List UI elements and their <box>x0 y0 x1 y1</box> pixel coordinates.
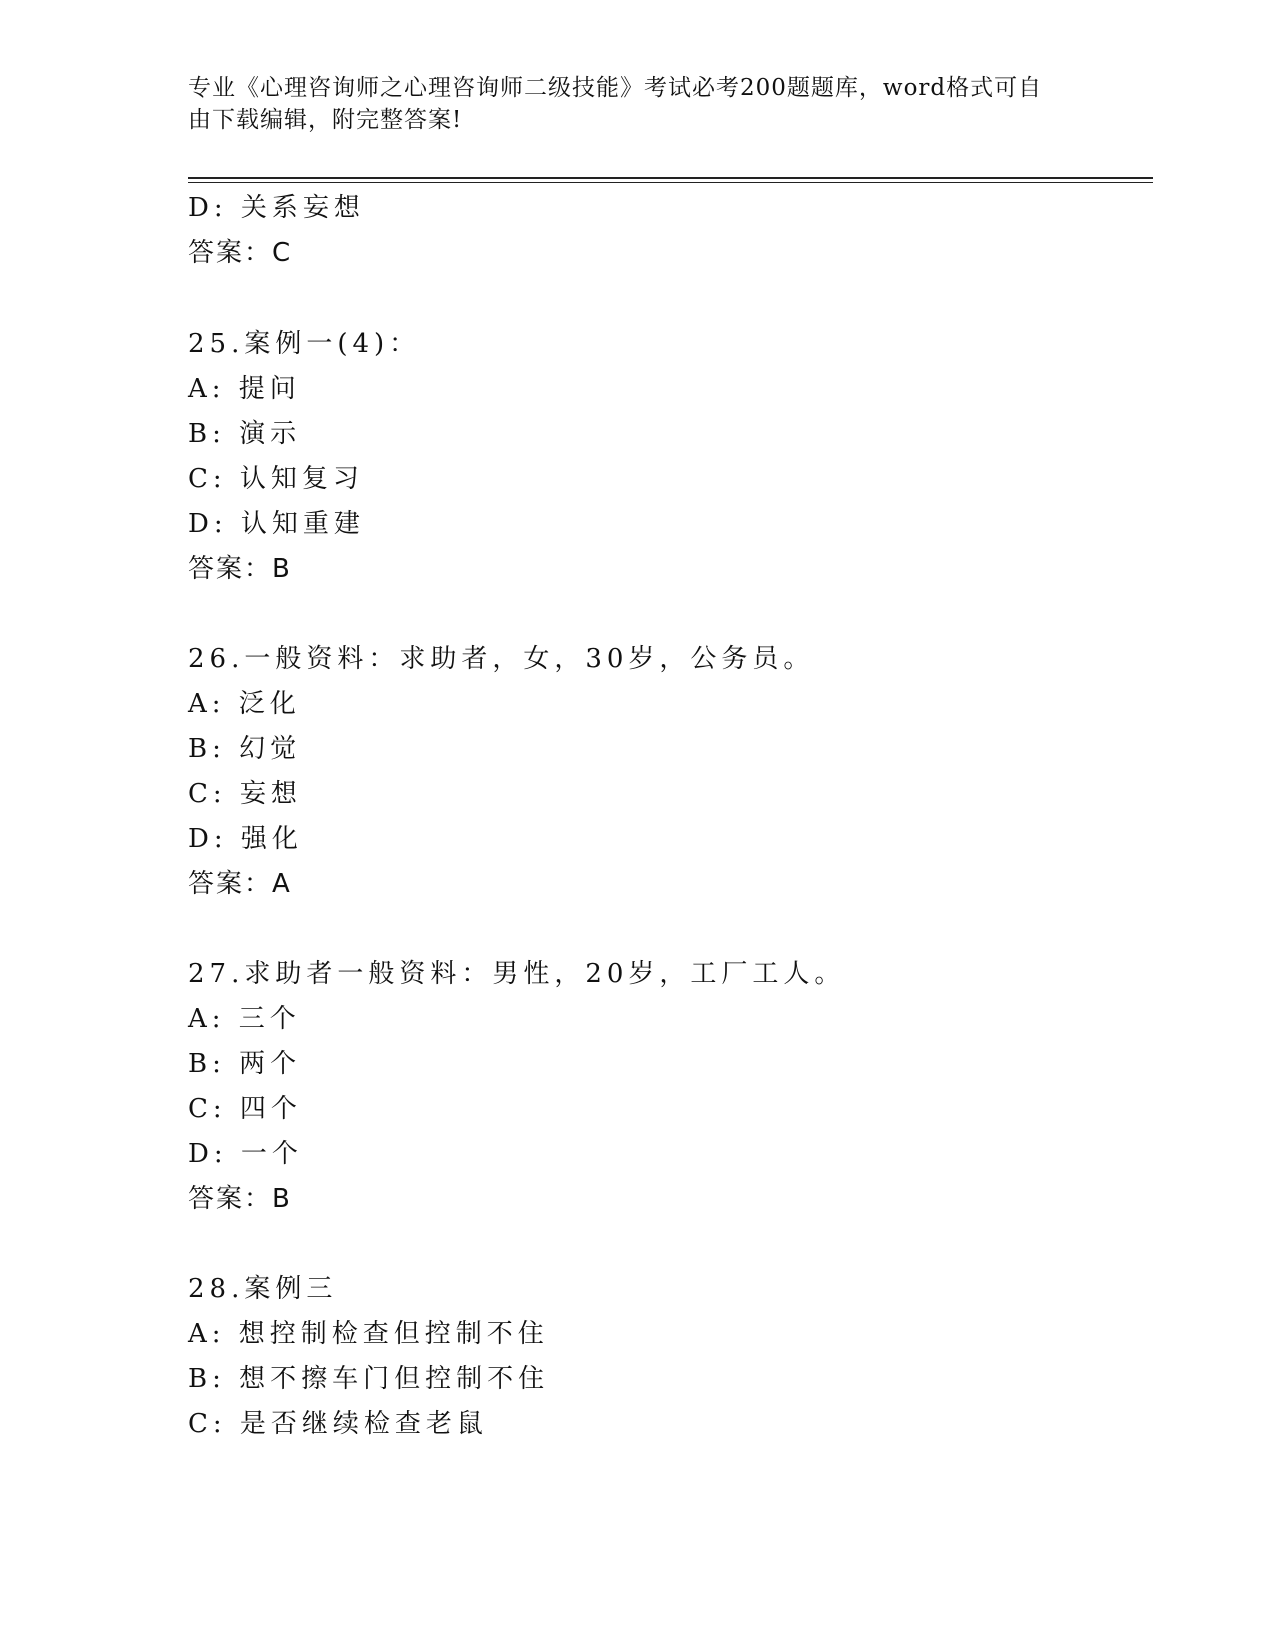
question-option: A: 提问 <box>188 374 301 404</box>
question-option: C: 认知复习 <box>188 464 364 494</box>
header-rule-thick <box>188 177 1153 179</box>
question-option: C: 四个 <box>188 1094 302 1124</box>
header-line-2: 由下载编辑，附完整答案! <box>188 107 463 133</box>
carryover-option-d: D: 关系妄想 <box>188 193 365 223</box>
carryover-answer: 答案：C <box>188 238 293 268</box>
question-option: D: 强化 <box>188 824 303 854</box>
question-option: A: 三个 <box>188 1004 301 1034</box>
question-option: D: 一个 <box>188 1139 303 1169</box>
question-title: 27.求助者一般资料：男性，20岁，工厂工人。 <box>188 959 846 989</box>
question-option: B: 幻觉 <box>188 734 302 764</box>
question-answer: 答案：B <box>188 1184 292 1214</box>
header-line-1: 专业《心理咨询师之心理咨询师二级技能》考试必考200题题库，word格式可自 <box>188 75 1043 101</box>
question-option: B: 两个 <box>188 1049 302 1079</box>
question-title: 28.案例三 <box>188 1274 338 1304</box>
question-title: 25.案例一(4)： <box>188 329 421 359</box>
question-option: C: 妄想 <box>188 779 302 809</box>
question-option: B: 想不擦车门但控制不住 <box>188 1364 550 1394</box>
question-answer: 答案：A <box>188 869 292 899</box>
question-option: A: 想控制检查但控制不住 <box>188 1319 549 1349</box>
question-option: D: 认知重建 <box>188 509 365 539</box>
question-answer: 答案：B <box>188 554 292 584</box>
header-rule-thin <box>188 182 1153 183</box>
question-option: B: 演示 <box>188 419 302 449</box>
question-option: A: 泛化 <box>188 689 301 719</box>
document-header <box>188 72 1078 136</box>
question-option: C: 是否继续检查老鼠 <box>188 1409 488 1439</box>
question-title: 26.一般资料：求助者，女，30岁，公务员。 <box>188 644 815 674</box>
